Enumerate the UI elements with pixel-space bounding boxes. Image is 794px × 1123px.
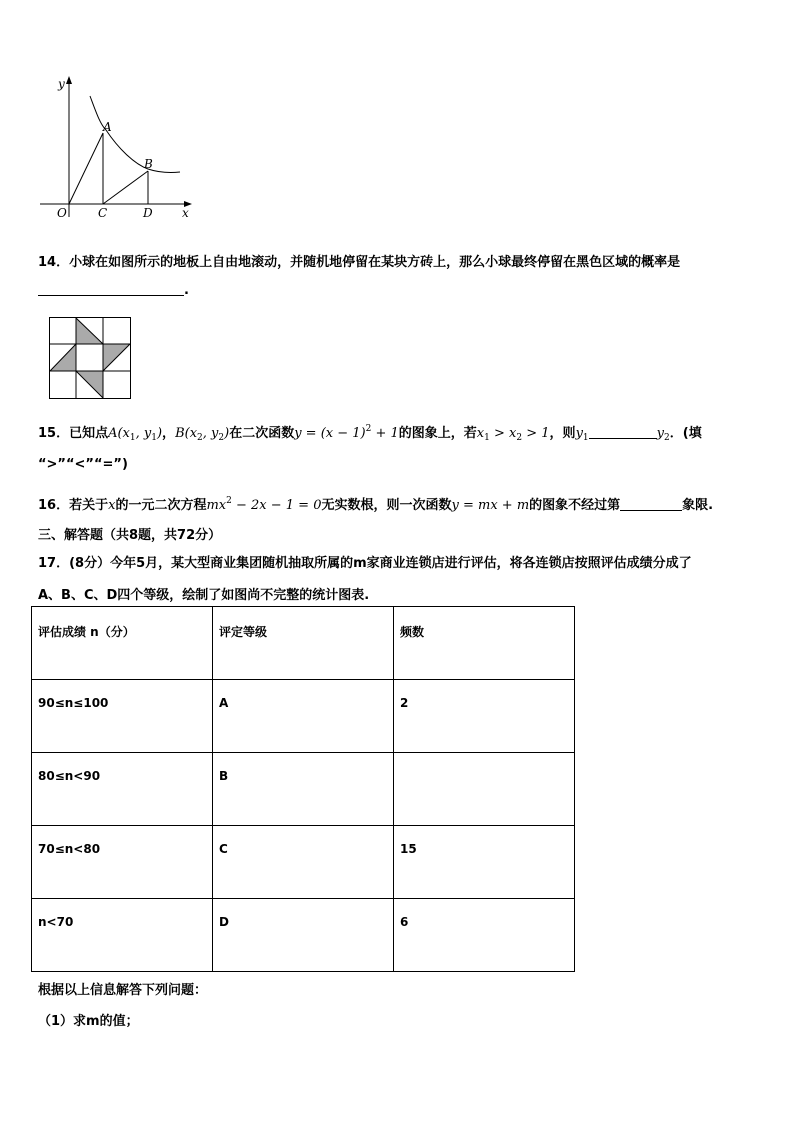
table-cell: 90≤n≤100	[32, 680, 213, 753]
table-cell	[394, 753, 575, 826]
y-axis-arrow	[66, 76, 72, 84]
label-A: A	[103, 120, 112, 134]
tile-floor-figure	[48, 316, 134, 402]
table-header: 频数	[394, 607, 575, 680]
table-row	[32, 680, 575, 753]
label-D: D	[143, 206, 153, 220]
question-16-text: 的图象不经过第	[529, 498, 621, 513]
table-cell: 70≤n<80	[32, 826, 213, 899]
variable-x: x	[108, 498, 116, 513]
question-16-number: 16．若关于	[38, 498, 109, 513]
question-17-line1: 17．(8分）今年5月，某大型商业集团随机抽取所属的m家商业连锁店进行评估，将各连锁店按照评估成绩分成了	[38, 556, 692, 571]
question-16	[38, 494, 713, 513]
point-B: $B(x_2$, $y_2$)	[175, 426, 230, 443]
grade-table	[31, 606, 575, 972]
linear-function: y = mx + m	[451, 498, 530, 513]
question-17-line2: A、B、C、D四个等级，绘制了如图尚不完整的统计图表.	[38, 588, 370, 603]
segment-OA	[69, 133, 103, 204]
question-16-text: 无实数根，则一次函数	[321, 498, 452, 513]
table-row	[32, 826, 575, 899]
question-15-text: 的图象上，若	[398, 426, 477, 441]
question-14-tail: .	[184, 283, 189, 298]
question-14	[38, 251, 680, 270]
question-15-options: “>”“<”“=”)	[38, 457, 128, 472]
segment-CB	[103, 171, 148, 204]
coordinate-graph-figure	[30, 72, 200, 224]
table-cell: 6	[394, 899, 575, 972]
sub-question-1: （1）求m的值；	[38, 1014, 139, 1029]
table-cell: A	[213, 680, 394, 753]
y1: $y_1$	[575, 426, 589, 443]
table-cell: n<70	[32, 899, 213, 972]
question-14-text: 14．小球在如图所示的地板上自由地滚动，并随机地停留在某块方砖上，那么小球最终停留在黑色区域的概率是	[38, 255, 681, 270]
question-16-text: 的一元二次方程	[115, 498, 207, 513]
question-15-text: ．(填	[669, 426, 702, 441]
question-16-text: 象限.	[682, 498, 714, 513]
table-cell: C	[213, 826, 394, 899]
table-cell: D	[213, 899, 394, 972]
question-15-text: 在二次函数	[229, 426, 295, 441]
answer-blank[interactable]	[38, 283, 184, 296]
question-14-answer-line	[38, 283, 189, 298]
table-header: 评定等级	[213, 607, 394, 680]
table-cell: 80≤n<90	[32, 753, 213, 826]
label-x: x	[182, 206, 189, 220]
condition: $x_1 > x_2 > 1$	[476, 426, 550, 443]
question-15-line2	[38, 457, 128, 472]
label-y: y	[58, 77, 65, 91]
table-row	[32, 899, 575, 972]
table-header: 评估成绩 n（分）	[32, 607, 213, 680]
table-header-row	[32, 607, 575, 680]
comma: ，	[162, 426, 176, 441]
answer-blank[interactable]	[589, 426, 657, 439]
answer-blank[interactable]	[620, 498, 682, 511]
label-B: B	[144, 157, 153, 171]
table-cell: 15	[394, 826, 575, 899]
question-15-text: ，则	[549, 426, 576, 441]
after-table-text: 根据以上信息解答下列问题：	[38, 983, 208, 998]
label-C: C	[98, 206, 108, 220]
table-row	[32, 753, 575, 826]
question-15-number: 15．已知点	[38, 426, 109, 441]
table-cell: 2	[394, 680, 575, 753]
point-A: $A(x_1$, $y_1$)	[108, 426, 163, 443]
label-origin: O	[57, 206, 67, 220]
quadratic-function: $y = (x - 1)^2 + 1$	[294, 424, 399, 441]
quadratic-equation: $mx^2 - 2x - 1 = 0$	[206, 496, 322, 513]
y2: $y_2$	[656, 426, 670, 443]
table-cell: B	[213, 753, 394, 826]
section-heading: 三、解答题（共8题，共72分）	[38, 528, 222, 543]
question-15	[38, 422, 702, 443]
